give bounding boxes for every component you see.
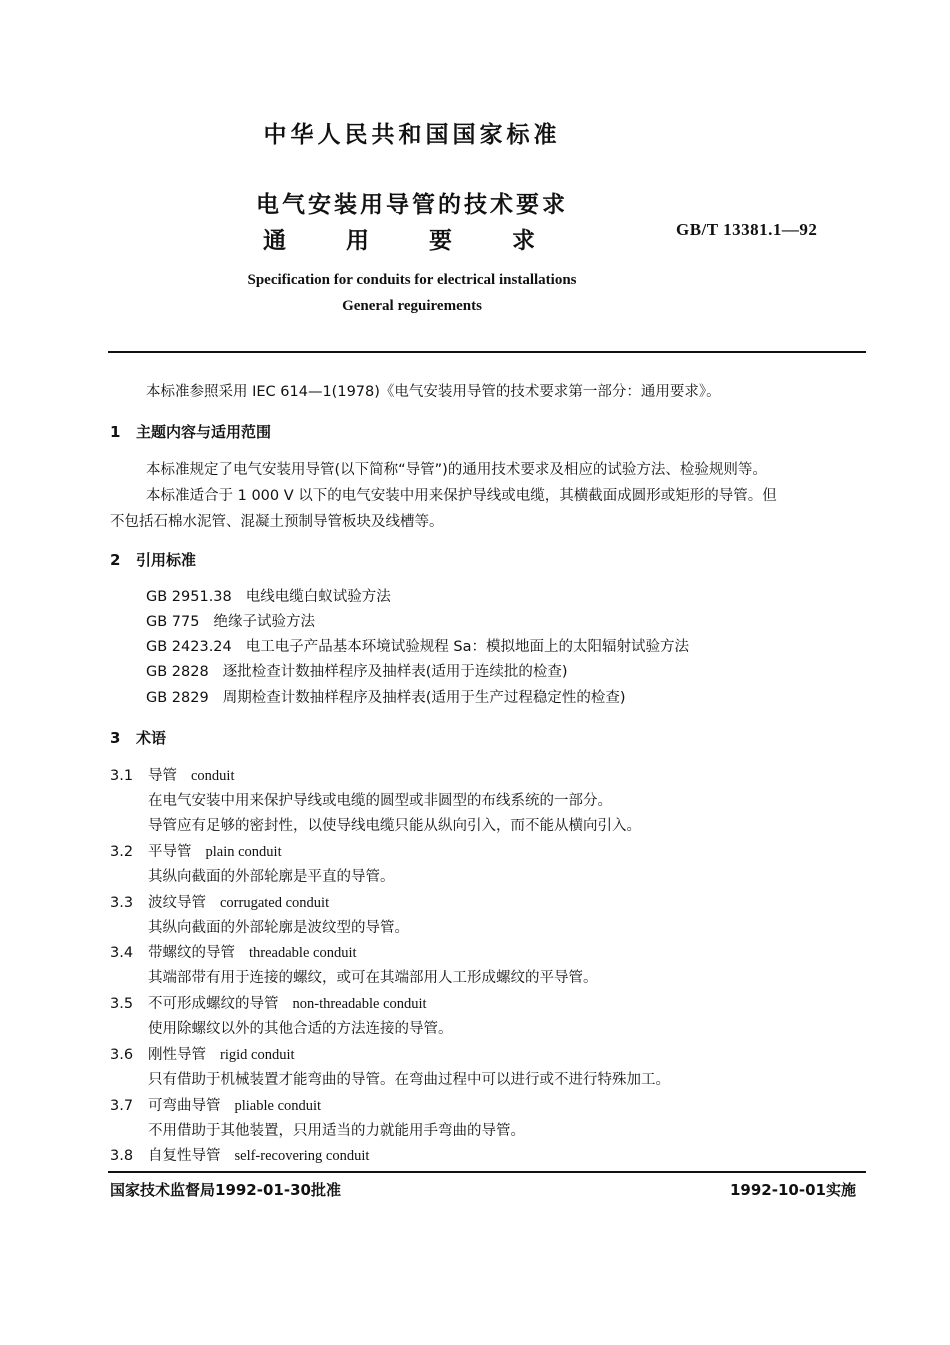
- section-1-heading: [110, 421, 271, 442]
- reference-code: GB 2829: [146, 690, 209, 706]
- national-standard-heading: 中华人民共和国国家标准: [263, 122, 561, 148]
- section-title: 主题内容与适用范围: [136, 423, 272, 441]
- term-number: 3.1: [110, 768, 134, 784]
- term-heading: [110, 1043, 295, 1064]
- standard-code: GB/T 13381.1—92: [676, 220, 818, 239]
- document-title-line1: 电气安装用导管的技术要求: [256, 192, 568, 218]
- term-heading: [110, 941, 357, 962]
- reference-item: [146, 610, 315, 631]
- effective-date: 1992-10-01实施: [730, 1181, 856, 1199]
- term-heading: [110, 1094, 321, 1115]
- term-number: 3.3: [110, 895, 134, 911]
- approval-date: 国家技术监督局1992-01-30批准: [110, 1181, 341, 1199]
- term-english: conduit: [191, 768, 235, 784]
- section-number: 3: [110, 729, 121, 747]
- term-english: threadable conduit: [249, 945, 357, 961]
- section-1-para1: 本标准规定了电气安装用导管(以下简称“导管”)的通用技术要求及相应的试验方法、检验规则等。: [146, 462, 767, 478]
- section-2-heading: [110, 549, 196, 570]
- term-heading: [110, 840, 282, 861]
- section-1-para2-line2: 不包括石棉水泥管、混凝土预制导管板块及线槽等。: [110, 514, 444, 530]
- term-number: 3.5: [110, 996, 134, 1012]
- term-definition: 使用除螺纹以外的其他合适的方法连接的导管。: [148, 1021, 453, 1037]
- section-title: 术语: [136, 729, 167, 747]
- term-heading: [110, 764, 235, 785]
- reference-title: 电线电缆白蚁试验方法: [245, 589, 391, 605]
- term-number: 3.4: [110, 945, 134, 961]
- reference-title: 电工电子产品基本环境试验规程 Sa：模拟地面上的太阳辐射试验方法: [245, 639, 689, 655]
- reference-item: [146, 686, 626, 707]
- term-chinese: 不可形成螺纹的导管: [148, 996, 279, 1012]
- term-definition: 在电气安装中用来保护导线或电缆的圆型或非圆型的布线系统的一部分。: [148, 793, 612, 809]
- term-english: pliable conduit: [234, 1098, 322, 1114]
- section-1-para2-line1: 本标准适合于 1 000 V 以下的电气安装中用来保护导线或电缆，其横截面成圆形或矩形的导管。但: [146, 488, 777, 504]
- reference-item: [146, 660, 568, 681]
- term-chinese: 自复性导管: [148, 1148, 221, 1164]
- term-definition: 其端部带有用于连接的螺纹，或可在其端部用人工形成螺纹的平导管。: [148, 970, 598, 986]
- term-number: 3.7: [110, 1098, 134, 1114]
- term-number: 3.8: [110, 1148, 134, 1164]
- reference-code: GB 2423.24: [146, 639, 232, 655]
- reference-code: GB 2828: [146, 664, 209, 680]
- section-number: 2: [110, 551, 121, 569]
- term-english: non-threadable conduit: [292, 996, 427, 1012]
- term-heading: [110, 891, 329, 912]
- term-definition: 导管应有足够的密封性，以使导线电缆只能从纵向引入，而不能从横向引入。: [148, 818, 641, 834]
- term-english: rigid conduit: [220, 1047, 295, 1063]
- term-english: plain conduit: [205, 844, 282, 860]
- term-definition: 不用借助于其他装置，只用适当的力就能用手弯曲的导管。: [148, 1123, 525, 1139]
- term-chinese: 可弯曲导管: [148, 1098, 221, 1114]
- english-title-line2: General reguirements: [342, 298, 482, 314]
- reference-code: GB 2951.38: [146, 589, 232, 605]
- section-number: 1: [110, 423, 121, 441]
- term-number: 3.6: [110, 1047, 134, 1063]
- intro-paragraph: 本标准参照采用 IEC 614—1(1978)《电气安装用导管的技术要求第一部分：通用要求》。: [146, 384, 721, 400]
- term-heading: [110, 1144, 369, 1165]
- term-english: self-recovering conduit: [234, 1148, 370, 1164]
- footer-divider: [108, 1171, 866, 1173]
- reference-title: 周期检查计数抽样程序及抽样表(适用于生产过程稳定性的检查): [222, 690, 626, 706]
- section-title: 引用标准: [136, 551, 197, 569]
- reference-item: [146, 585, 391, 606]
- term-definition: 其纵向截面的外部轮廓是波纹型的导管。: [148, 920, 409, 936]
- term-chinese: 波纹导管: [148, 895, 206, 911]
- term-heading: [110, 992, 427, 1013]
- term-chinese: 带螺纹的导管: [148, 945, 235, 961]
- document-title-line2: 通 用 要 求: [262, 228, 562, 254]
- term-chinese: 导管: [148, 768, 177, 784]
- english-title-line1: Specification for conduits for electrical installations: [247, 272, 577, 288]
- term-english: corrugated conduit: [220, 895, 330, 911]
- term-chinese: 刚性导管: [148, 1047, 206, 1063]
- header-divider: [108, 351, 866, 353]
- term-definition: 其纵向截面的外部轮廓是平直的导管。: [148, 869, 395, 885]
- reference-title: 绝缘子试验方法: [213, 614, 315, 630]
- term-chinese: 平导管: [148, 844, 192, 860]
- reference-code: GB 775: [146, 614, 200, 630]
- term-number: 3.2: [110, 844, 134, 860]
- reference-item: [146, 635, 689, 656]
- term-definition: 只有借助于机械装置才能弯曲的导管。在弯曲过程中可以进行或不进行特殊加工。: [148, 1072, 670, 1088]
- reference-title: 逐批检查计数抽样程序及抽样表(适用于连续批的检查): [222, 664, 568, 680]
- section-3-heading: [110, 727, 166, 748]
